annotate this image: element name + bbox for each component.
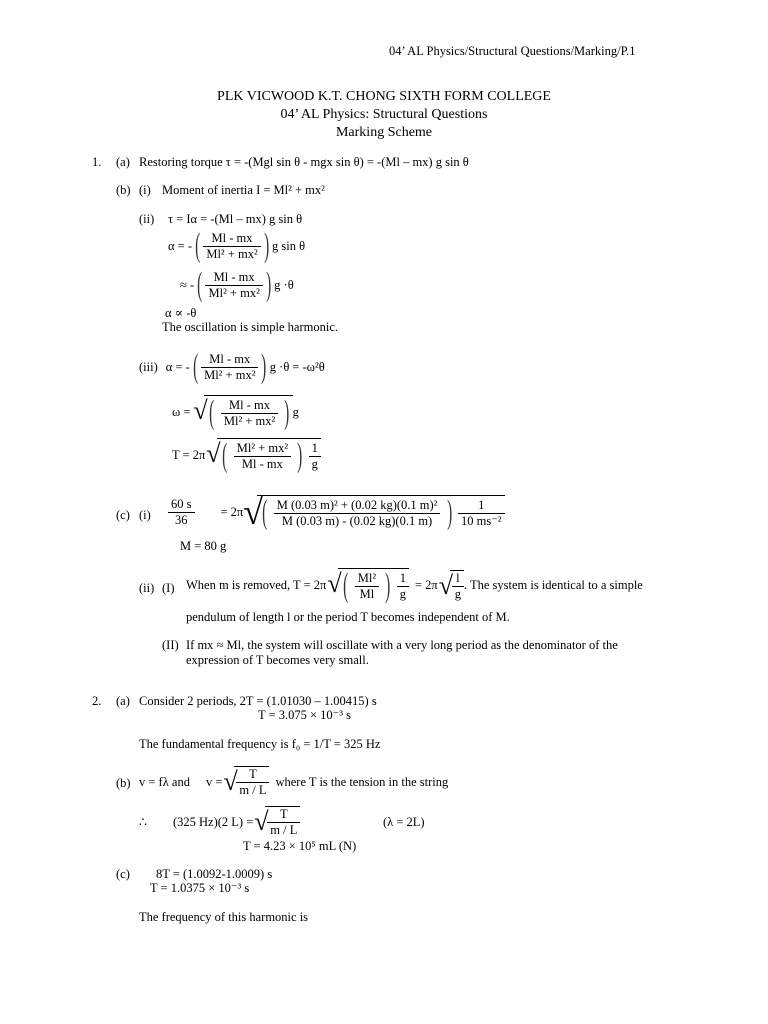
q2c-label: (c) (116, 867, 130, 881)
fraction (205, 270, 262, 301)
fraction (203, 231, 260, 262)
period-label: T = 2π (172, 448, 206, 462)
fraction-numerator: Ml - mx (211, 230, 253, 245)
q1bii-line1: τ = Iα = -(Ml – mx) g sin θ (168, 212, 303, 226)
left-paren: ( (195, 227, 201, 264)
cii-I-eq2: = 2π (414, 578, 438, 592)
fraction-T-over-mL (267, 807, 300, 838)
ci-eq-2pi: = 2π (220, 505, 244, 519)
sqrt (338, 568, 409, 603)
q1cii-II-label: (II) (162, 638, 179, 652)
therefore-symbol: ∴ (139, 814, 147, 829)
fraction (221, 398, 278, 429)
right-paren: ) (265, 266, 272, 303)
sqrt (450, 570, 464, 602)
fraction-numerator: 1 (311, 440, 318, 455)
q2b-result: T = 4.23 × 10⁵ mL (N) (243, 839, 357, 853)
q2b-eq: (325 Hz)(2 L) = (172, 814, 254, 829)
sqrt (204, 395, 292, 430)
q1ci-label: (i) (139, 508, 151, 522)
shm-statement: The oscillation is simple harmonic. (162, 320, 339, 334)
fraction-denominator: g (452, 586, 464, 602)
fraction-denominator: Ml (355, 586, 379, 602)
right-paren: ) (446, 494, 452, 531)
fraction-denominator: g (397, 586, 409, 602)
approx-label: ≈ - (180, 277, 195, 292)
omega-equation (172, 395, 299, 430)
fraction-denominator: 36 (168, 512, 195, 528)
q1a-label: (a) (116, 155, 130, 169)
ci-equation (168, 495, 505, 530)
q2c-line1: 8T = (1.0092-1.0009) s (156, 867, 273, 881)
sqrt (234, 766, 269, 798)
left-paren: ( (192, 348, 198, 385)
fraction-denominator: M (0.03 m) - (0.02 kg)(0.1 m) (274, 513, 441, 529)
cii-II-text1: If mx ≈ Ml, the system will oscillate with a very long period as the denominator of the (186, 638, 618, 652)
left-paren: ( (343, 567, 349, 604)
cii-I-equation (186, 568, 643, 603)
q1cii-label: (ii) (139, 581, 155, 595)
fraction-denominator: m / L (267, 822, 300, 838)
left-paren: ( (222, 437, 228, 474)
q2a-line3: The fundamental frequency is f₀ = 1/T = 325 Hz (139, 737, 381, 751)
g-theta: g ·θ (274, 277, 294, 292)
fraction-numerator: √ T (249, 767, 257, 781)
fraction-numerator: √ T (279, 807, 288, 821)
alpha-equation (168, 229, 305, 263)
title-subject: 04’ AL Physics: Structural Questions (280, 107, 488, 122)
period-equation (172, 438, 321, 473)
fraction-denominator: 10 ms⁻² (458, 513, 505, 529)
fraction-denominator: m / L (236, 782, 269, 798)
q1bi-label: (i) (139, 183, 151, 197)
cii-I-tail: . The system is identical to a simple (463, 578, 643, 592)
fraction (234, 441, 291, 472)
right-paren: ) (284, 394, 290, 431)
q2b-lambda: (λ = 2L) (383, 815, 425, 829)
approx-equation (180, 268, 294, 302)
q2b-label: (b) (116, 776, 131, 790)
sqrt (257, 495, 504, 530)
fraction-numerator: 1 (399, 570, 406, 585)
cii-I-text2: pendulum of length l or the period T becomes independent of M. (186, 610, 510, 624)
sqrt (265, 806, 300, 838)
proportional-statement: α ∝ -θ (165, 306, 197, 320)
q1biii-label: (iii) (139, 359, 158, 374)
fraction-numerator: Ml - mx (209, 351, 251, 366)
q2-number: 2. (92, 694, 102, 708)
fraction-T-over-mL (236, 767, 269, 798)
fraction-numerator: Ml - mx (213, 269, 255, 284)
right-paren: ) (263, 227, 269, 264)
q2b-equation2 (139, 806, 300, 838)
q2b-equation (139, 766, 448, 798)
q2a-line2: T = 3.075 × 10⁻³ s (258, 708, 351, 722)
omega-label: ω = (172, 405, 191, 419)
fraction (274, 498, 441, 529)
left-paren: ( (262, 494, 268, 531)
cii-II-text2: expression of T becomes very small. (186, 653, 369, 667)
fraction-numerator: 60 s (171, 497, 192, 511)
sqrt (217, 438, 321, 473)
right-paren: ) (385, 567, 391, 604)
q1a-text: Restoring torque τ = -(Mgl sin θ - mgx sin θ) = -(Ml – mx) g sin θ (139, 155, 469, 169)
fraction-numerator: Ml² (357, 570, 377, 585)
page-header: 04’ AL Physics/Structural Questions/Marking/P.1 (389, 44, 636, 58)
g-sin-theta: g sin θ (272, 238, 306, 253)
q1-number: 1. (92, 155, 102, 169)
fraction-60-over-36 (168, 497, 195, 528)
left-paren: ( (197, 266, 203, 303)
q1bi-text: Moment of inertia I = Ml² + mx² (162, 183, 325, 197)
fraction-numerator: Ml - mx (229, 397, 271, 412)
q2c-line2: T = 1.0375 × 10⁻³ s (150, 881, 250, 895)
q2a-label: (a) (116, 694, 130, 708)
fraction-numerator: M (0.03 m)² + (0.02 kg)(0.1 m)² (276, 497, 438, 512)
q2b-v: v = (205, 774, 223, 789)
cii-I-text1: When m is removed, T = 2π (186, 578, 327, 592)
fraction-one-over-g (309, 441, 321, 472)
q2b-text2: where T is the tension in the string (275, 774, 449, 789)
fraction-denominator: Ml² + mx² (205, 285, 262, 301)
right-paren: ) (261, 348, 267, 385)
q1cii-I-label: (I) (162, 581, 175, 595)
fraction-one-over-g (397, 571, 409, 602)
q2b-text1: v = fλ and (139, 774, 190, 789)
fraction-denominator: Ml² + mx² (203, 246, 260, 262)
title-college: PLK VICWOOD K.T. CHONG SIXTH FORM COLLEGE (217, 89, 551, 104)
biii-alpha: α = - (165, 359, 190, 374)
right-paren: ) (297, 437, 303, 474)
biii-equation (139, 350, 325, 384)
q2c-line3: The frequency of this harmonic is (139, 910, 309, 924)
fraction-one-over-g (458, 498, 505, 529)
q2a-line1: Consider 2 periods, 2T = (1.01030 – 1.00415) s (139, 694, 377, 708)
q1c-label: (c) (116, 508, 130, 522)
biii-tail: g ·θ = -ω²θ (269, 359, 325, 374)
fraction-denominator: Ml² + mx² (221, 413, 278, 429)
fraction-denominator: Ml² + mx² (201, 367, 258, 383)
q1bii-label: (ii) (139, 212, 155, 226)
q1b-label: (b) (116, 183, 131, 197)
fraction-l-over-g (452, 571, 464, 602)
fraction-numerator: 1 (478, 497, 485, 512)
fraction-denominator: g (309, 456, 321, 472)
title-scheme: Marking Scheme (335, 125, 433, 140)
ci-result: M = 80 g (180, 539, 227, 553)
fraction-numerator: Ml² + mx² (236, 440, 289, 455)
fraction (355, 571, 379, 602)
fraction (201, 352, 258, 383)
left-paren: ( (209, 394, 215, 431)
omega-g: g (292, 405, 299, 419)
fraction-denominator: Ml - mx (234, 456, 291, 472)
alpha-eq-label: α = - (168, 238, 193, 253)
fraction-numerator: √ l (456, 570, 460, 585)
